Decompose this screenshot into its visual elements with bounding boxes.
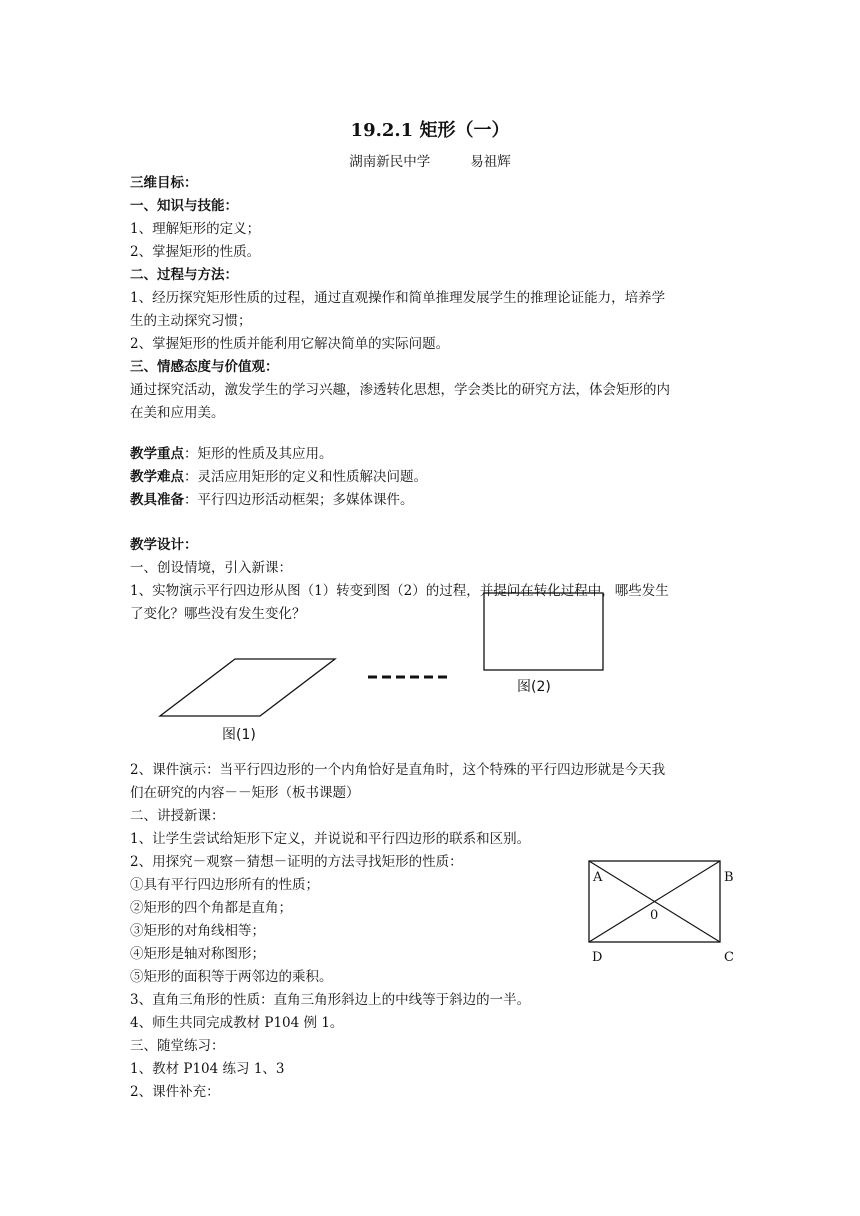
part2-item2: 2、用探究－观察－猜想－证明的方法寻找矩形的性质： xyxy=(130,854,463,870)
key-point-text: ：矩形的性质及其应用。 xyxy=(184,446,333,462)
goal3-heading: 三、情感态度与价值观： xyxy=(130,359,279,375)
property-5: ⑤矩形的面积等于两邻边的乘积。 xyxy=(130,969,333,985)
goal3-line2: 在美和应用美。 xyxy=(130,405,225,421)
goal2-heading: 二、过程与方法： xyxy=(130,267,238,283)
part2-item4: 4、师生共同完成教材 P104 例 1。 xyxy=(130,1015,344,1031)
part2-item3: 3、直角三角形的性质：直角三角形斜边上的中线等于斜边的一半。 xyxy=(130,992,531,1008)
center-label-o: 0 xyxy=(650,908,659,923)
page-title: 19.2.1 矩形（一） xyxy=(350,120,510,141)
fig2-caption: 图(2) xyxy=(517,679,551,695)
goal1-heading: 一、知识与技能： xyxy=(130,198,238,214)
goal1-item1: 1、理解矩形的定义； xyxy=(130,221,261,237)
goal2-item1-line2: 生的主动探究习惯； xyxy=(130,313,252,329)
part1-heading: 一、创设情境，引入新课： xyxy=(130,560,292,576)
part3-item1: 1、教材 P104 练习 1、3 xyxy=(130,1061,285,1077)
part1-item2-line2: 们在研究的内容－－矩形（板书课题） xyxy=(130,785,360,801)
property-4: ④矩形是轴对称图形； xyxy=(130,946,265,962)
goals-heading: 三维目标： xyxy=(130,175,198,191)
part1-item2-line1: 2、课件演示：当平行四边形的一个内角恰好是直角时，这个特殊的平行四边形就是今天我 xyxy=(130,762,666,778)
part2-heading: 二、讲授新课： xyxy=(130,808,225,824)
vertex-label-a: A xyxy=(593,870,603,885)
part3-item2: 2、课件补充： xyxy=(130,1084,220,1100)
difficulty-label: 教学难点 xyxy=(130,469,184,485)
part1-item1-line1: 1、实物演示平行四边形从图（1）转变到图（2）的过程，并提问在转化过程中，哪些发生 xyxy=(130,583,669,599)
author-school: 湖南新民中学 xyxy=(349,154,431,170)
design-heading: 教学设计： xyxy=(130,537,198,553)
property-2: ②矩形的四个角都是直角； xyxy=(130,900,292,916)
property-3: ③矩形的对角线相等； xyxy=(130,923,265,939)
property-1: ①具有平行四边形所有的性质； xyxy=(130,877,319,893)
difficulty-text: ：灵活应用矩形的定义和性质解决问题。 xyxy=(184,469,427,485)
parallelogram-figure xyxy=(160,659,335,716)
part3-heading: 三、随堂练习： xyxy=(130,1038,225,1054)
goal1-item2: 2、掌握矩形的性质。 xyxy=(130,244,261,260)
rectangle-figure-2 xyxy=(484,593,603,670)
vertex-label-c: C xyxy=(724,950,734,965)
fig1-caption: 图(1) xyxy=(222,727,256,743)
author-name: 易祖辉 xyxy=(470,154,511,170)
goal2-item1-line1: 1、经历探究矩形性质的过程，通过直观操作和简单推理发展学生的推理论证能力，培养学 xyxy=(130,290,666,306)
part1-item1-line2: 了变化？哪些没有发生变化？ xyxy=(130,606,306,622)
vertex-label-b: B xyxy=(724,870,734,885)
goal3-line1: 通过探究活动，激发学生的学习兴趣，渗透转化思想，学会类比的研究方法，体会矩形的内 xyxy=(130,382,670,398)
tools-label: 教具准备 xyxy=(130,492,184,508)
key-point-label: 教学重点 xyxy=(130,446,184,462)
part2-item1: 1、让学生尝试给矩形下定义，并说说和平行四边形的联系和区别。 xyxy=(130,831,531,847)
vertex-label-d: D xyxy=(592,950,603,965)
tools-text: ：平行四边形活动框架；多媒体课件。 xyxy=(184,492,414,508)
goal2-item2: 2、掌握矩形的性质并能利用它解决简单的实际问题。 xyxy=(130,336,450,352)
